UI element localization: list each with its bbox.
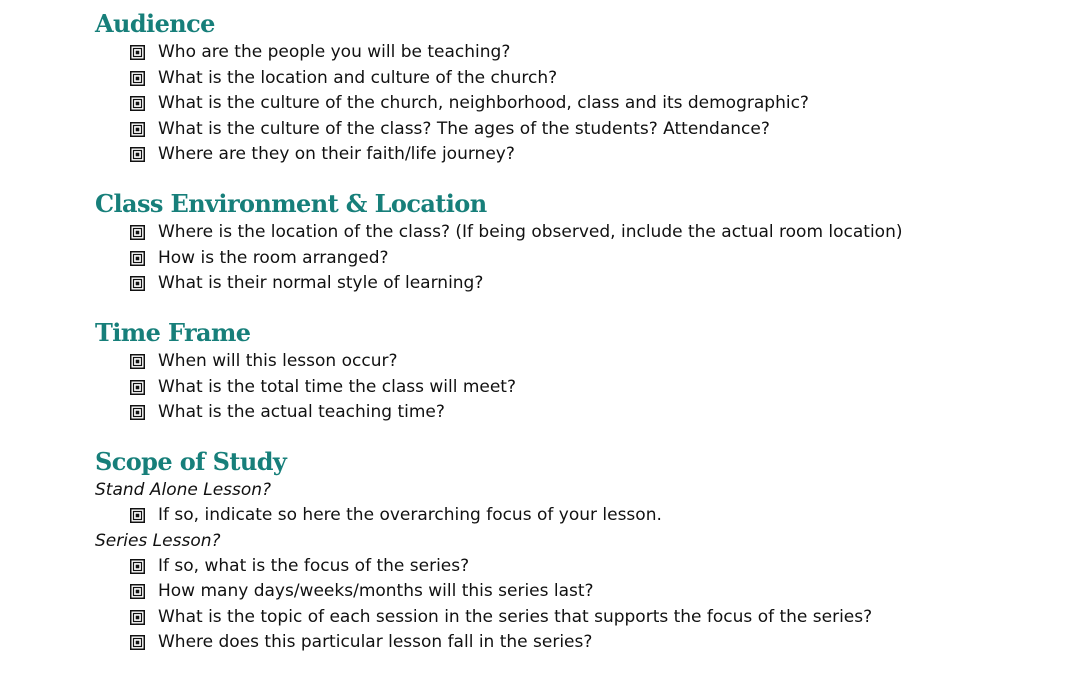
list-item-text: What is the actual teaching time? <box>158 402 445 422</box>
list-item <box>130 220 1055 246</box>
square-bullet-icon <box>130 354 145 369</box>
stand-alone-list <box>95 503 1055 529</box>
list-item-text: Where are they on their faith/life journey? <box>158 144 515 164</box>
list-item-text: If so, indicate so here the overarching focus of your lesson. <box>158 505 662 525</box>
list-item-text: If so, what is the focus of the series? <box>158 555 470 576</box>
time-frame-heading: Time Frame <box>95 318 251 347</box>
list-item <box>130 400 1055 426</box>
square-bullet-icon <box>130 96 145 111</box>
square-bullet-icon <box>130 276 145 291</box>
list-item <box>130 66 1055 92</box>
audience-list <box>95 40 1055 168</box>
environment-heading: Class Environment & Location <box>95 189 487 218</box>
stand-alone-label: Stand Alone Lesson? <box>95 480 272 500</box>
list-item-text: What is the total time the class will meet? <box>158 376 516 397</box>
time-frame-section <box>95 317 1055 426</box>
square-bullet-icon <box>130 122 145 137</box>
scope-section <box>95 446 1055 656</box>
square-bullet-icon <box>130 584 145 599</box>
audience-section <box>95 8 1055 168</box>
list-item-text: What is the culture of the class? The ages of the students? Attendance? <box>158 118 770 139</box>
square-bullet-icon <box>130 147 145 162</box>
square-bullet-icon <box>130 635 145 650</box>
list-item-text: Who are the people you will be teaching? <box>158 42 511 62</box>
list-item <box>130 117 1055 143</box>
environment-section <box>95 188 1055 297</box>
square-bullet-icon <box>130 610 145 625</box>
audience-heading: Audience <box>95 9 215 38</box>
list-item-text: What is their normal style of learning? <box>158 273 484 293</box>
list-item <box>130 503 1055 529</box>
series-label: Series Lesson? <box>95 530 221 551</box>
square-bullet-icon <box>130 71 145 86</box>
list-item-text: What is the location and culture of the church? <box>158 67 558 88</box>
list-item-text: How is the room arranged? <box>158 247 389 268</box>
list-item <box>130 91 1055 117</box>
list-item <box>130 40 1055 66</box>
list-item <box>130 579 1055 605</box>
list-item-text: How many days/weeks/months will this series last? <box>158 581 594 601</box>
list-item <box>130 271 1055 297</box>
square-bullet-icon <box>130 559 145 574</box>
list-item-text: When will this lesson occur? <box>158 351 398 371</box>
environment-list <box>95 220 1055 297</box>
series-list <box>95 554 1055 656</box>
list-item-text: What is the topic of each session in the series that supports the focus of the series? <box>158 606 873 627</box>
list-item <box>130 605 1055 631</box>
time-frame-list <box>95 349 1055 426</box>
list-item <box>130 142 1055 168</box>
square-bullet-icon <box>130 380 145 395</box>
list-item-text: Where does this particular lesson fall in the series? <box>158 632 593 652</box>
list-item <box>130 375 1055 401</box>
list-item-text: Where is the location of the class? (If being observed, include the actual room location) <box>158 222 903 242</box>
list-item <box>130 554 1055 580</box>
square-bullet-icon <box>130 508 145 523</box>
scope-heading: Scope of Study <box>95 447 287 476</box>
list-item <box>130 246 1055 272</box>
square-bullet-icon <box>130 45 145 60</box>
list-item <box>130 349 1055 375</box>
list-item <box>130 630 1055 656</box>
list-item-text: What is the culture of the church, neighborhood, class and its demographic? <box>158 93 809 113</box>
square-bullet-icon <box>130 225 145 240</box>
square-bullet-icon <box>130 251 145 266</box>
square-bullet-icon <box>130 405 145 420</box>
